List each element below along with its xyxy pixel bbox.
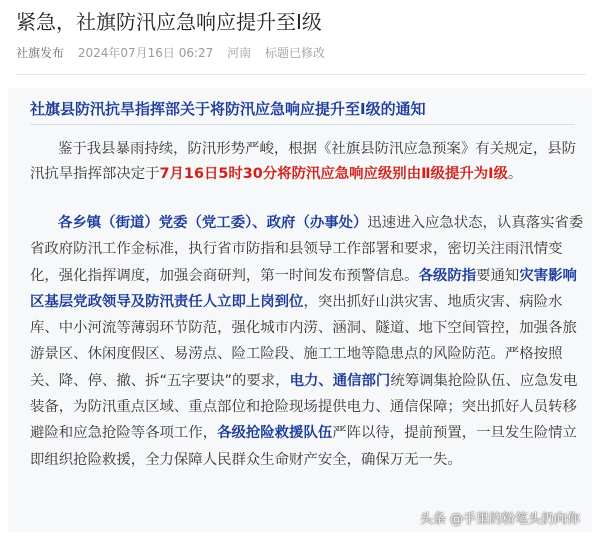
p1-text-b: 。 [507, 166, 523, 182]
p2-bold-5: 各级抢险救援队伍 [217, 425, 333, 442]
header-divider [16, 74, 586, 75]
publish-datetime: 2024年07月16日 06:27 [77, 46, 214, 60]
p1-text-a: 鉴于我县暴雨持续，防汛形势严峻，根据《社旗县防汛应急预案》有关规定，县防汛抗旱指挥部决定于 [30, 141, 577, 182]
p2-bold-3: 灾害影响区基层党政领导及防汛责任人立即上岗到位 [30, 267, 577, 310]
edited-label: 标题已修改 [265, 46, 326, 60]
p2-text-3: ，突出抓好山洪灾害、地质灾害、病险水库、中小河流等薄弱环节防范，强化城市内涝、涵洞、隧道、地下空间管控，加强各旅游景区、休闲度假区、易涝点、险工险段、施工工地等隐患点的风险防范。严格按照关、降、停、撤、拆“五字要诀”的要求， [30, 293, 577, 389]
notice-title: 社旗县防汛抗旱指挥部关于将防汛应急响应提升至Ⅰ级的通知 [30, 100, 426, 118]
notice-card [8, 88, 592, 532]
p2-bold-1: 各乡镇（街道）党委（党工委）、政府（办事处） [58, 215, 368, 231]
notice-paragraph-2 [30, 210, 590, 473]
p2-text-2: 要通知 [476, 267, 520, 284]
page-title: 紧急，社旗防汛应急响应提升至Ⅰ级 [16, 10, 322, 34]
watermark: 头条 @手里的粉笔头扔向你 [419, 512, 580, 527]
region-label: 河南 [227, 46, 252, 60]
p1-highlight: 7月16日5时30分将防汛应急响应级别由Ⅱ级提升为Ⅰ级 [159, 166, 508, 182]
p2-text-1: 迅速进入应急状态，认真落实省委省政府防汛工作金标准，执行省市防指和县领导工作部署和要求，密切关注雨汛情变化，强化指挥调度，加强会商研判，第一时间发布预警信息。 [30, 215, 584, 284]
article-header [0, 0, 600, 75]
p2-text-5: 严阵以待，提前预置，一旦发生险情立即组织抢险救援，全力保障人民群众生命财产安全，确保万无一失。 [30, 425, 577, 468]
notice-paragraph-1 [30, 137, 580, 187]
article-meta [16, 44, 586, 61]
p2-bold-4: 电力、通信部门 [289, 372, 391, 389]
source-link[interactable]: 社旗发布 [16, 46, 65, 60]
notice-divider [30, 124, 575, 125]
p2-bold-2: 各级防指 [418, 267, 477, 284]
p2-text-4: 统筹调集抢险队伍、应急发电装备，为防汛重点区域、重点部位和抢险现场提供电力、通信保障；突出抓好人员转移避险和应急抢险等各项工作， [30, 372, 578, 442]
